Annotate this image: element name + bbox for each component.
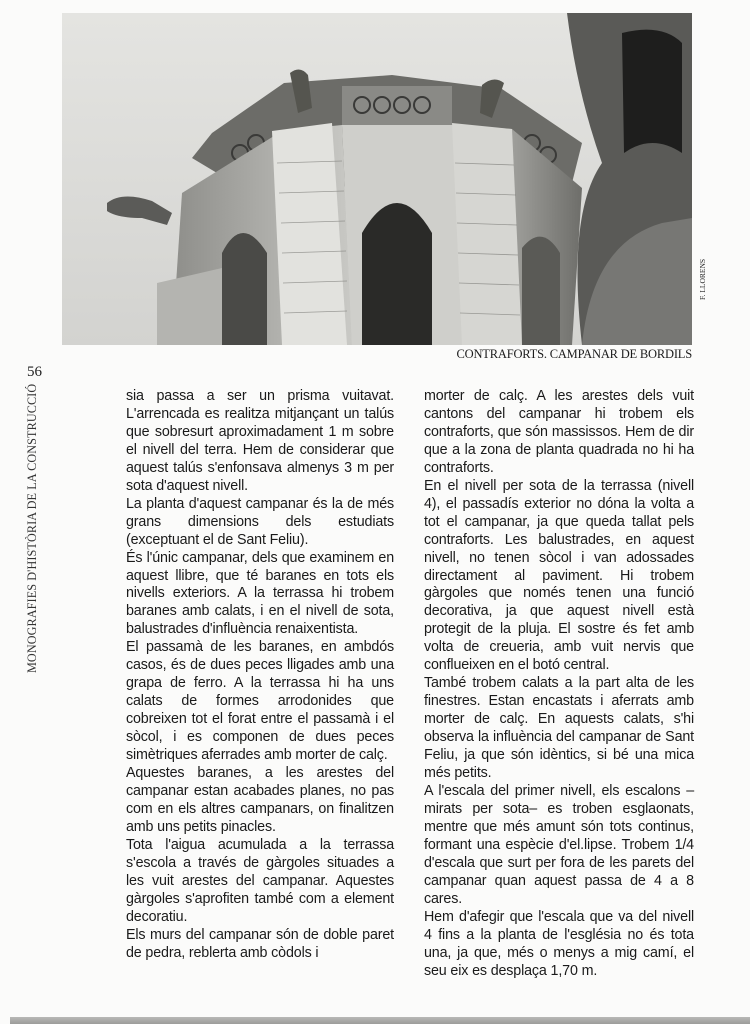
series-title: MONOGRAFIES D'HISTÒRIA DE LA CONSTRUCCIÓ	[25, 383, 39, 673]
paragraph: sia passa a ser un prisma vuitavat. L'arrencada es realitza mitjançant un talús que sobresurt aproximadament 1 m sobre el nivell del terra. Hem de considerar que aquest talús s'enfonsava almenys 3 m per sota d'aquest nivell.	[126, 388, 394, 494]
paragraph: morter de calç. A les arestes dels vuit cantons del campanar hi trobem els contraforts, que són massissos. Hem de dir que a la zona de planta quadrada no hi ha contraforts.	[424, 388, 694, 476]
scan-bottom-edge	[10, 1017, 750, 1024]
paragraph: El passamà de les baranes, en ambdós casos, és de dues peces lligades amb una grapa de ferro. A la terrassa hi ha uns calats de formes arrodonides que cobreixen tot el forat entre el passamà i el sòcol, i es componen de dues peces simètriques aferrades amb morter de calç.	[126, 639, 394, 764]
bell-tower-illustration	[62, 13, 692, 345]
paragraph: En el nivell per sota de la terrassa (nivell 4), el passadís exterior no dóna la volta a tot el campanar, ja que queda tallat pels contraforts. Les balustrades, en aquest nivell, no tenen sòcol i van adossades directament al paviment. Hi trobem gàrgoles que només tenen una funció decorativa, ja que aquest nivell està protegit de la pluja. El sostre és fet amb volta de creueria, amb vuit nervis que conflueixen en el botó central.	[424, 477, 694, 674]
paragraph: Tota l'aigua acumulada a la terrassa s'escola a través de gàrgoles situades a les vuit arestes del campanar. Aquestes gàrgoles s'aprofiten també com a element decoratiu.	[126, 836, 394, 925]
paragraph: La planta d'aquest campanar és la de més grans dimensions dels estudiats (exceptuant el de Sant Feliu).	[126, 495, 394, 548]
photo-credit: F. LLORENS	[698, 258, 707, 300]
paragraph: Els murs del campanar són de doble paret de pedra, reblerta amb còdols i	[126, 926, 394, 961]
figure-caption: CONTRAFORTS. CAMPANAR DE BORDILS	[456, 347, 692, 361]
bell-tower-photo	[62, 13, 692, 345]
page-number: 56	[27, 364, 42, 380]
paragraph: Aquestes baranes, a les arestes del campanar estan acabades planes, no pas com en els altres campanars, on finalitzen amb uns petits pinacles.	[126, 765, 394, 835]
paragraph: És l'únic campanar, dels que examinem en aquest llibre, que té baranes en tots els nivells exteriors. A la terrassa hi trobem baranes amb calats, i en el nivell de sota, balustrades d'influència renaixentista.	[126, 549, 394, 638]
text-column-right	[424, 388, 694, 980]
text-column-left	[126, 388, 394, 963]
paragraph: A l'escala del primer nivell, els escalons –mirats per sota– es troben esglaonats, mentre que més amunt són tots continus, formant una espècie d'el.lipse. Trobem 1/4 d'escala que surt per fora de les parets del campanar quan aquest passa de 4 a 8 cares.	[424, 782, 694, 907]
paragraph: Hem d'afegir que l'escala que va del nivell 4 fins a la planta de l'església no és tota una, ja que, més o menys a mig camí, el seu eix es desplaça 1,70 m.	[424, 908, 694, 979]
paragraph: També trobem calats a la part alta de les finestres. Estan encastats i aferrats amb morter de calç. En aquests calats, s'hi observa la influència del campanar de Sant Feliu, ja que són idèntics, si bé una mica més petits.	[424, 675, 694, 782]
